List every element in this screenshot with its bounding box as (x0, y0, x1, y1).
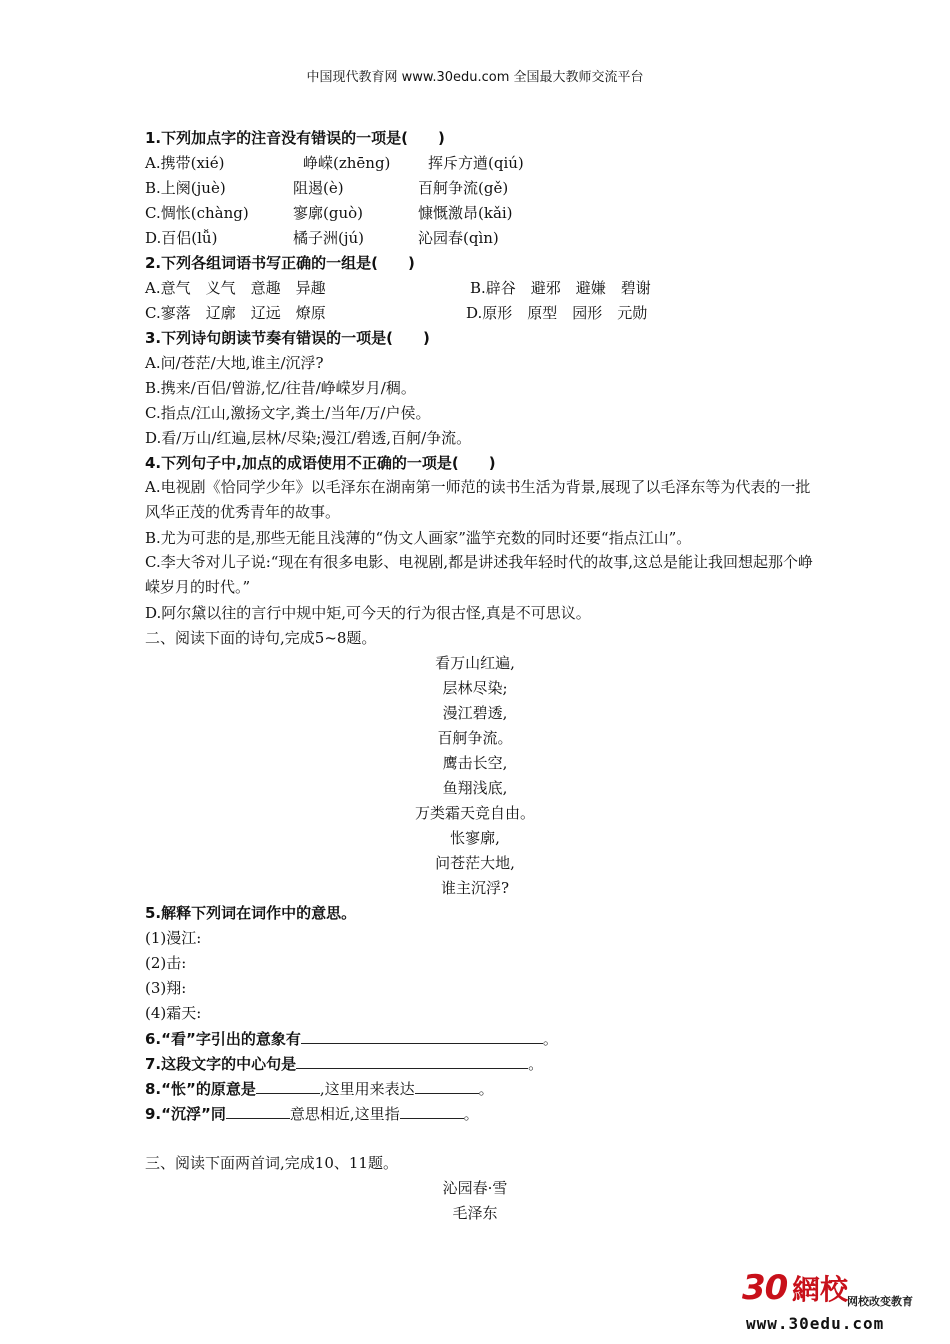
q2-stem: 2.下列各组词语书写正确的一组是( ) (145, 254, 415, 272)
q1-option-a3: 挥斥方遒(qiú) (428, 154, 524, 172)
poem2-author: 毛泽东 (452, 1204, 498, 1222)
q1-option-b2: 阻遏(è) (293, 179, 344, 197)
q8-answer-blank-1[interactable] (256, 1078, 320, 1094)
poem-line: 怅寥廓, (450, 829, 500, 847)
q1-option-b3: 百舸争流(gě) (418, 179, 509, 197)
q1-option-c2: 寥廓(guò) (293, 204, 363, 222)
q2-option-b: B.辟谷 避邪 避嫌 碧谢 (470, 279, 651, 297)
q5-item: (2)击: (145, 954, 187, 972)
q3-option-d: D.看/万山/红遍,层林/尽染;漫江/碧透,百舸/争流。 (145, 429, 472, 447)
q6-end: 。 (542, 1030, 558, 1048)
q9-end: 。 (463, 1105, 479, 1123)
q2-option-c: C.寥落 辽廓 辽远 燎原 (145, 304, 326, 322)
q7-answer-blank[interactable] (296, 1053, 528, 1069)
poem-line: 层林尽染; (442, 679, 508, 697)
q1-option-b1: B.上阕(juè) (145, 179, 226, 197)
logo-number: 30 (742, 1268, 788, 1308)
q5-stem: 5.解释下列词在词作中的意思。 (145, 904, 357, 922)
poem-line: 百舸争流。 (437, 729, 513, 747)
q8-text: 8.“怅”的原意是 (145, 1080, 256, 1098)
q1-option-a2: 峥嵘(zhēng) (303, 154, 391, 172)
page-header: 中国现代教育网 www.30edu.com 全国最大教师交流平台 (306, 70, 644, 85)
q1-option-d2: 橘子洲(jú) (293, 229, 365, 247)
q6-answer-blank[interactable] (301, 1028, 543, 1044)
poem-line: 鹰击长空, (442, 754, 508, 772)
q7-text: 7.这段文字的中心句是 (145, 1055, 297, 1073)
q4-option-d: D.阿尔黛以往的言行中规中矩,可今天的行为很古怪,真是不可思议。 (145, 604, 591, 622)
q7-end: 。 (528, 1055, 544, 1073)
q1-option-a1: A.携带(xié) (145, 154, 225, 172)
poem-line: 漫江碧透, (442, 704, 508, 722)
q8-mid: ,这里用来表达 (319, 1080, 415, 1098)
logo-slogan: 网校改变教育 (847, 1295, 913, 1308)
q1-option-c1: C.惆怅(chàng) (145, 204, 249, 222)
q5-item: (4)霜天: (145, 1004, 202, 1022)
poem-line: 看万山红遍, (435, 654, 515, 672)
q8-end: 。 (478, 1080, 494, 1098)
q9-text: 9.“沉浮”同 (145, 1105, 226, 1123)
q9-mid: 意思相近,这里指 (289, 1105, 400, 1123)
q9 (145, 1103, 479, 1124)
site-logo[interactable] (742, 1268, 942, 1336)
q1-option-c3: 慷慨激昂(kǎi) (418, 204, 513, 222)
poem-line: 问苍茫大地, (435, 854, 515, 872)
logo-url: www.30edu.com (746, 1314, 885, 1333)
q7 (145, 1053, 543, 1074)
section-3-heading: 三、阅读下面两首词,完成10、11题。 (145, 1154, 398, 1172)
poem-line: 万类霜天竞自由。 (414, 804, 535, 822)
q8 (145, 1078, 494, 1099)
poem-line: 谁主沉浮? (440, 879, 510, 897)
q9-answer-blank-1[interactable] (226, 1103, 290, 1119)
poem2-title: 沁园春·雪 (442, 1179, 508, 1197)
section-2-heading: 二、阅读下面的诗句,完成5~8题。 (145, 629, 377, 647)
poem-line: 鱼翔浅底, (442, 779, 508, 797)
q4-option-a: A.电视剧《恰同学少年》以毛泽东在湖南第一师范的读书生活为背景,展现了以毛泽东等为代表的一批风华正茂的优秀青年的故事。 (145, 478, 811, 521)
q8-answer-blank-2[interactable] (415, 1078, 479, 1094)
q2-option-a: A.意气 义气 意趣 异趣 (145, 279, 326, 297)
logo-chinese: 網校 (792, 1273, 849, 1306)
q3-option-c: C.指点/江山,激扬文字,粪土/当年/万/户侯。 (145, 404, 431, 422)
q1-option-d1: D.百侣(lǚ) (145, 229, 218, 247)
q5-item: (3)翔: (145, 979, 187, 997)
q9-answer-blank-2[interactable] (400, 1103, 464, 1119)
q6 (145, 1028, 558, 1049)
q1-option-d3: 沁园春(qìn) (418, 229, 499, 247)
q6-text: 6.“看”字引出的意象有 (145, 1030, 301, 1048)
q4-stem: 4.下列句子中,加点的成语使用不正确的一项是( ) (145, 454, 496, 472)
q4-option-b: B.尤为可悲的是,那些无能且浅薄的“伪文人画家”滥竽充数的同时还要“指点江山”。 (145, 529, 692, 547)
q3-option-a: A.问/苍茫/大地,谁主/沉浮? (145, 354, 324, 372)
q4-option-c: C.李大爷对儿子说:“现在有很多电影、电视剧,都是讲述我年轻时代的故事,这总是能让我回想起那个峥嵘岁月的时代。” (145, 553, 813, 596)
q2-option-d: D.原形 原型 园形 元勋 (466, 304, 648, 322)
q5-item: (1)漫江: (145, 929, 202, 947)
q3-stem: 3.下列诗句朗读节奏有错误的一项是( ) (145, 329, 430, 347)
q1-stem: 1.下列加点字的注音没有错误的一项是( ) (145, 129, 445, 147)
q3-option-b: B.携来/百侣/曾游,忆/往昔/峥嵘岁月/稠。 (145, 379, 416, 397)
